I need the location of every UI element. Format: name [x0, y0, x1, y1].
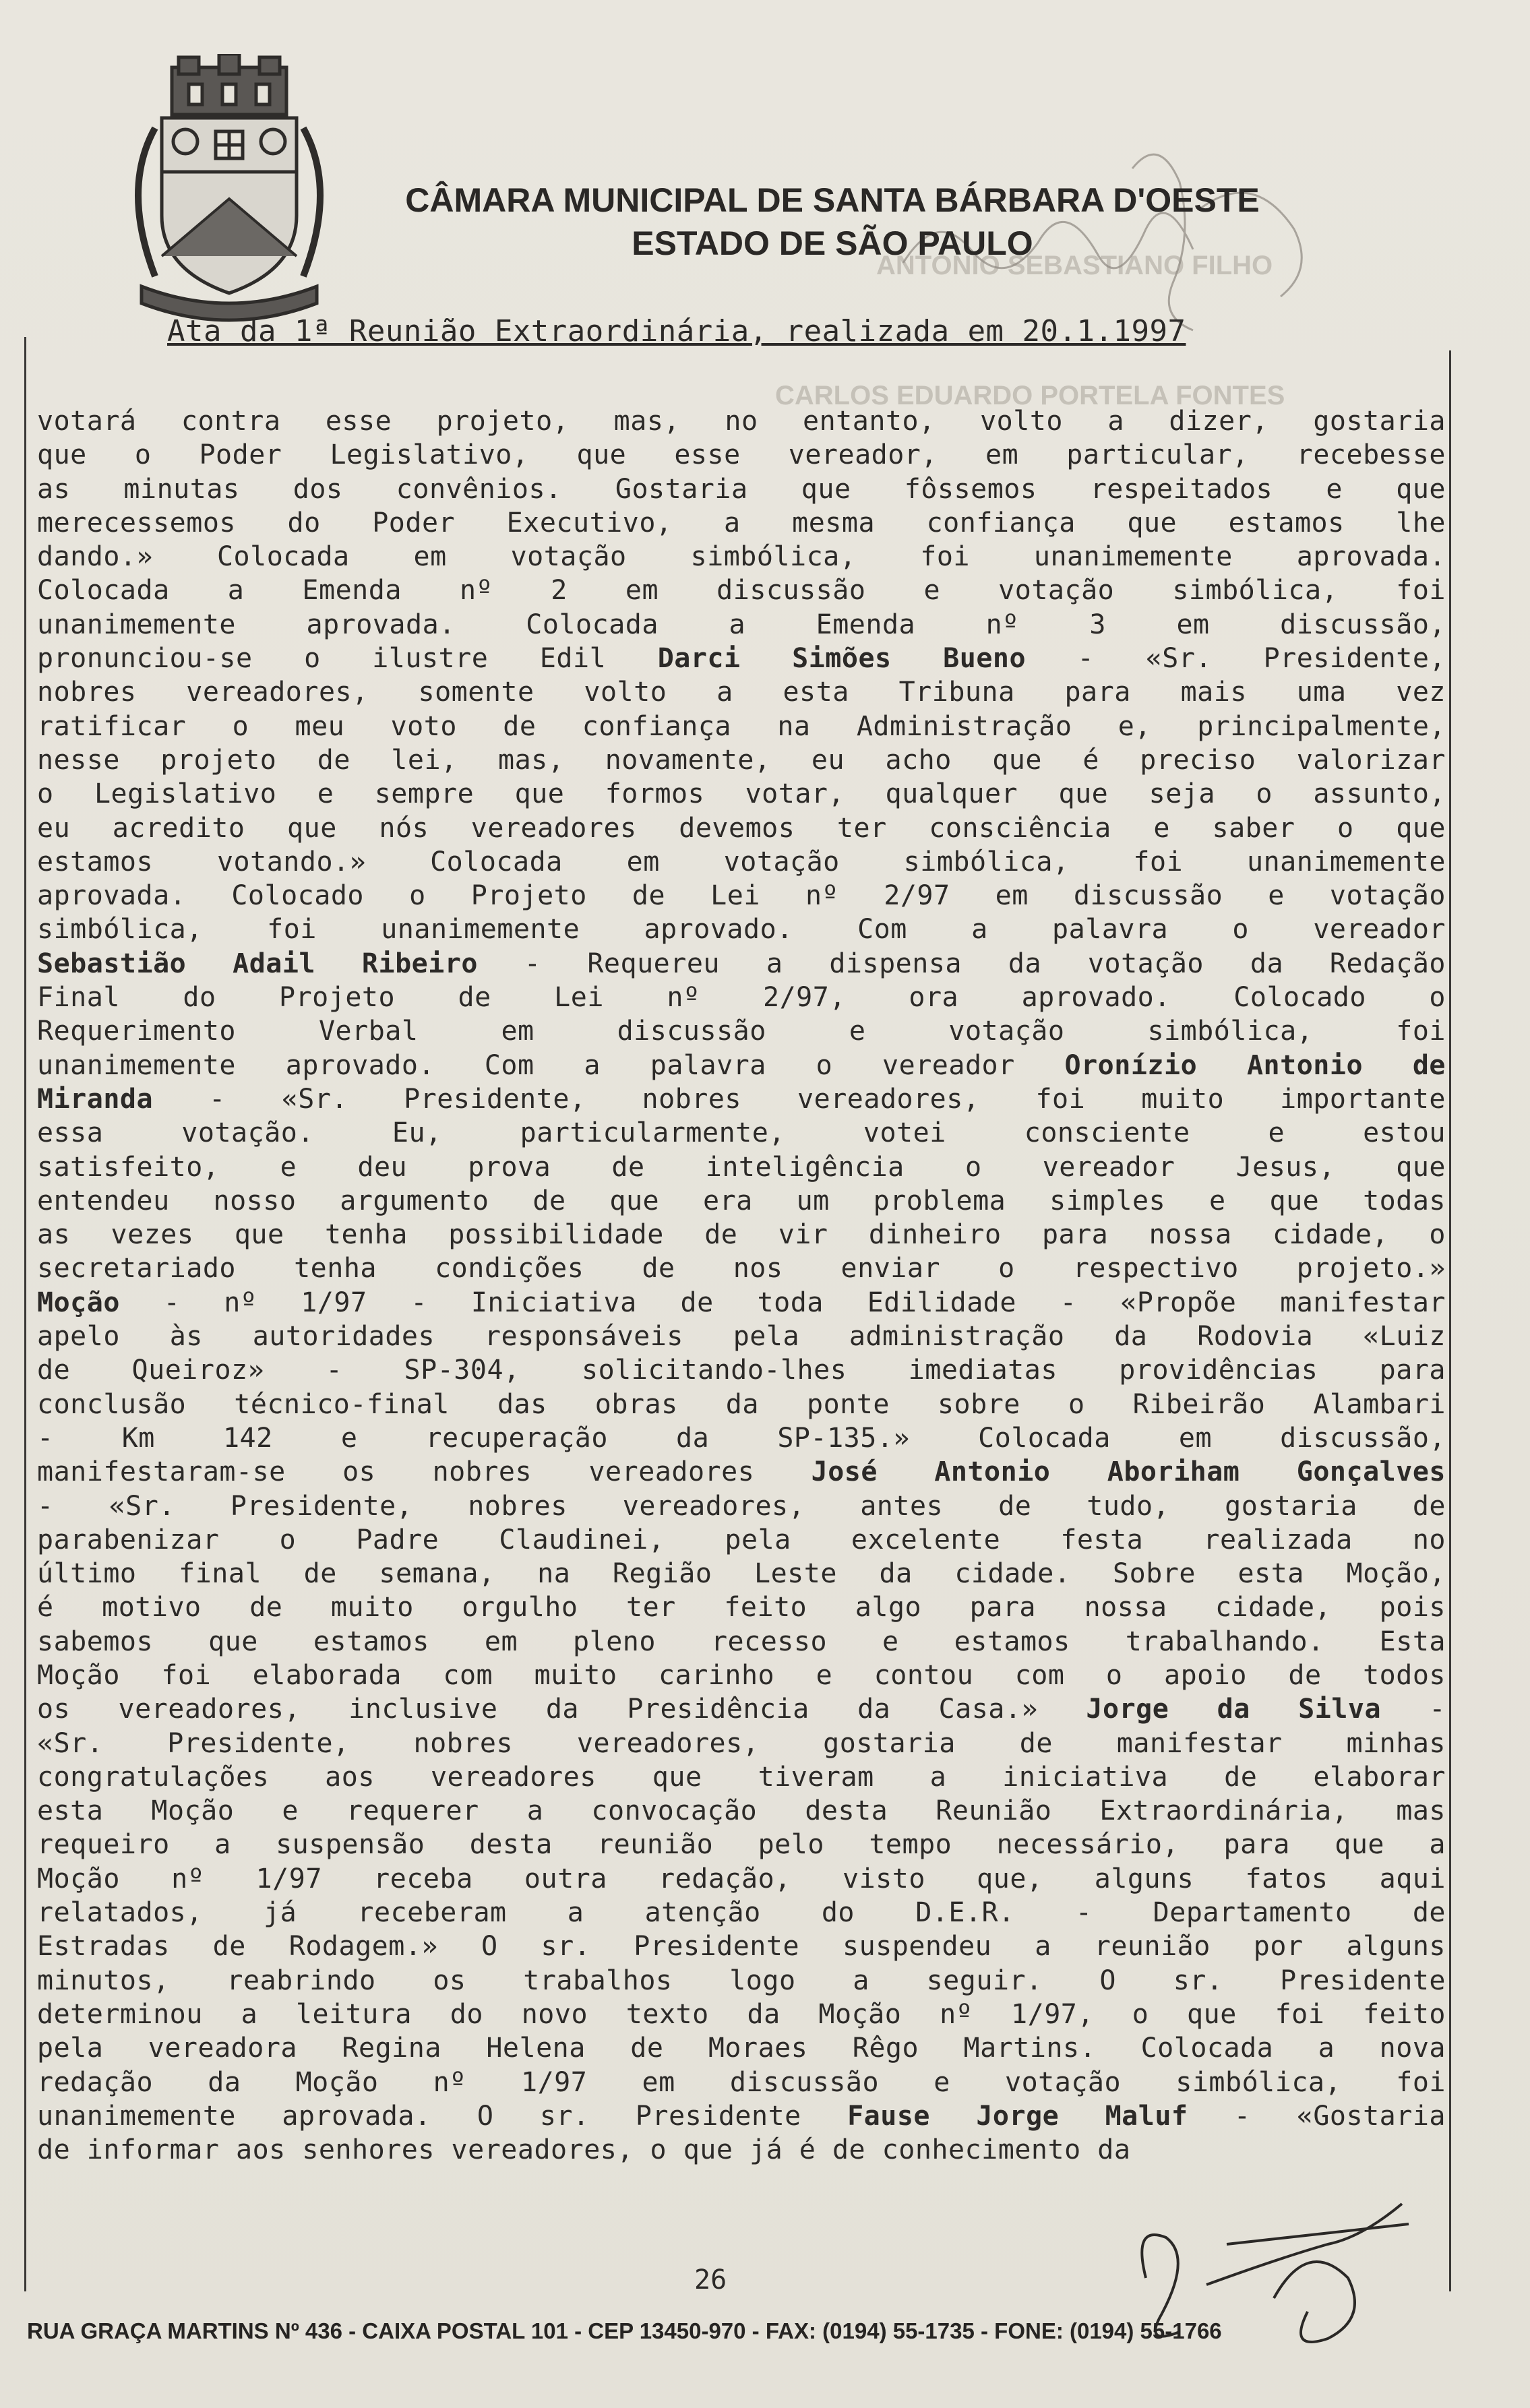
speaker-name: Moção — [37, 1287, 120, 1318]
text-segment: nesse projeto de lei, mas, novamente, eu acho que é preciso valorizar — [37, 744, 1446, 776]
text-line — [37, 404, 1446, 438]
text-segment: manifestaram-se os nobres vereadores — [37, 1456, 812, 1488]
text-segment: unanimemente aprovada. Colocada a Emenda nº 3 em discussão, — [37, 609, 1446, 640]
text-segment: relatados, já receberam a atenção do D.E.R. - Departamento de — [37, 1897, 1446, 1929]
text-line — [37, 1760, 1446, 1794]
state-name: ESTADO DE SÃO PAULO — [632, 224, 1033, 262]
text-line — [37, 2066, 1446, 2099]
text-line — [37, 1455, 1446, 1489]
text-line — [37, 811, 1446, 845]
text-segment: - Requereu a dispensa da votação da Redação — [478, 948, 1446, 979]
watermark-name-1: ANTONIO SEBASTIANO FILHO — [876, 251, 1273, 280]
speaker-name: Miranda — [37, 1083, 154, 1115]
text-segment: «Sr. Presidente, nobres vereadores, gostaria de manifestar minhas — [37, 1727, 1446, 1759]
text-line — [37, 1184, 1446, 1218]
text-line — [37, 1557, 1446, 1591]
text-segment: nobres vereadores, somente volto a esta Tribuna para mais uma vez — [37, 677, 1446, 708]
text-segment: parabenizar o Padre Claudinei, pela excelente festa realizada no — [37, 1524, 1446, 1555]
speaker-name: Darci Simões Bueno — [657, 643, 1027, 675]
text-line — [37, 1320, 1446, 1353]
page-number: 26 — [694, 2264, 727, 2295]
text-segment: minutos, reabrindo os trabalhos logo a seguir. O sr. Presidente — [37, 1965, 1446, 1996]
text-segment: - «Sr. Presidente, — [1026, 643, 1446, 675]
text-segment: que o Poder Legislativo, que esse vereador, em particular, recebesse — [37, 439, 1446, 471]
text-segment: - «Sr. Presidente, nobres vereadores, antes de tudo, gostaria de — [37, 1490, 1446, 1522]
text-segment: sabemos que estamos em pleno recesso e estamos trabalhando. Esta — [37, 1626, 1446, 1657]
right-margin-rule — [1449, 350, 1451, 2291]
text-line — [37, 1523, 1446, 1557]
signature-bottom — [1105, 2184, 1442, 2372]
text-segment: o Legislativo e sempre que formos votar, qualquer que seja o assunto, — [37, 778, 1446, 810]
speaker-name: Oronízio Antonio de — [1064, 1049, 1446, 1081]
text-line — [37, 879, 1446, 913]
footer-address: RUA GRAÇA MARTINS Nº 436 - CAIXA POSTAL 101 - CEP 13450-970 - FAX: (0194) 55-1735 - FONE: (0194) 55-1766 — [27, 2318, 1222, 2343]
text-segment: esta Moção e requerer a convocação desta Reunião Extraordinária, mas — [37, 1795, 1446, 1827]
text-line — [37, 1930, 1446, 1963]
watermark-name-2: CARLOS EDUARDO PORTELA FONTES — [775, 381, 1285, 410]
text-line — [37, 845, 1446, 879]
text-line — [37, 1591, 1446, 1624]
text-line — [37, 1862, 1446, 1896]
text-segment: - Km 142 e recuperação da SP-135.» Colocada em discussão, — [37, 1422, 1446, 1454]
text-line — [37, 1014, 1446, 1048]
text-segment: - — [1381, 1694, 1446, 1725]
text-line — [37, 1964, 1446, 1998]
text-segment: as vezes que tenha possibilidade de vir dinheiro para nossa cidade, o — [37, 1219, 1446, 1251]
text-segment: apelo às autoridades responsáveis pela administração da Rodovia «Luiz — [37, 1321, 1446, 1353]
text-segment: congratulações aos vereadores que tiveram a iniciativa de elaborar — [37, 1761, 1446, 1793]
text-segment: dando.» Colocada em votação simbólica, foi unanimemente aprovada. — [37, 541, 1446, 573]
municipal-coat-of-arms — [115, 54, 344, 323]
text-segment: requeiro a suspensão desta reunião pelo tempo necessário, para que a — [37, 1829, 1446, 1861]
text-segment: merecessemos do Poder Executivo, a mesma confiança que estamos lhe — [37, 507, 1446, 538]
text-line — [37, 1998, 1446, 2031]
minutes-body — [37, 404, 1446, 2167]
text-segment: essa votação. Eu, particularmente, votei consciente e estou — [37, 1117, 1446, 1149]
text-line — [37, 743, 1446, 777]
text-line — [37, 608, 1446, 642]
text-segment: Requerimento Verbal em discussão e votação simbólica, foi — [37, 1016, 1446, 1047]
text-line — [37, 472, 1446, 506]
text-segment: redação da Moção nº 1/97 em discussão e votação simbólica, foi — [37, 2066, 1446, 2098]
text-line — [37, 1692, 1446, 1726]
text-segment: pronunciou-se o ilustre Edil — [37, 643, 658, 675]
text-line — [37, 506, 1446, 540]
text-line — [37, 1218, 1446, 1252]
text-line — [37, 777, 1446, 811]
text-line — [37, 981, 1446, 1014]
text-segment: entendeu nosso argumento de que era um problema simples e que todas — [37, 1185, 1446, 1216]
text-segment: estamos votando.» Colocada em votação simbólica, foi unanimemente — [37, 846, 1446, 877]
institution-name: CÂMARA MUNICIPAL DE SANTA BÁRBARA D'OESTE — [405, 181, 1260, 219]
minutes-title: Ata da 1ª Reunião Extraordinária, realizada em 20.1.1997 — [167, 314, 1186, 348]
text-segment: - «Sr. Presidente, nobres vereadores, foi muito importante — [153, 1083, 1446, 1115]
text-line — [37, 1421, 1446, 1455]
text-line — [37, 438, 1446, 472]
text-segment: é motivo de muito orgulho ter feito algo para nossa cidade, pois — [37, 1592, 1446, 1624]
text-segment: de Queiroz» - SP-304, solicitando-lhes imediatas providências para — [37, 1355, 1446, 1386]
text-segment: secretariado tenha condições de nos enviar o respectivo projeto.» — [37, 1253, 1446, 1285]
speaker-name: Sebastião Adail Ribeiro — [37, 948, 478, 979]
text-segment: - «Gostaria — [1188, 2100, 1446, 2132]
speaker-name: José Antonio Aboriham Gonçalves — [811, 1456, 1446, 1488]
text-segment: determinou a leitura do novo texto da Moção nº 1/97, o que foi feito — [37, 1998, 1446, 2030]
text-segment: conclusão técnico-final das obras da ponte sobre o Ribeirão Alambari — [37, 1388, 1446, 1420]
text-segment: unanimemente aprovada. O sr. Presidente — [37, 2100, 848, 2132]
text-line — [37, 1794, 1446, 1828]
text-line — [37, 675, 1446, 709]
text-line — [37, 1625, 1446, 1659]
text-line — [37, 1489, 1446, 1523]
text-line — [37, 1896, 1446, 1930]
text-segment: votará contra esse projeto, mas, no entanto, volto a dizer, gostaria — [37, 406, 1446, 437]
text-segment: satisfeito, e deu prova de inteligência o vereador Jesus, que — [37, 1151, 1446, 1183]
text-segment: ratificar o meu voto de confiança na Administração e, principalmente, — [37, 710, 1446, 742]
text-line — [37, 710, 1446, 743]
text-line — [37, 2031, 1446, 2065]
text-line — [37, 1659, 1446, 1692]
text-line — [37, 1388, 1446, 1421]
text-line — [37, 1082, 1446, 1116]
text-line — [37, 1116, 1446, 1150]
text-line — [37, 1286, 1446, 1320]
text-line — [37, 2099, 1446, 2133]
text-segment: aprovada. Colocado o Projeto de Lei nº 2/97 em discussão e votação — [37, 880, 1446, 912]
text-line — [37, 1252, 1446, 1285]
text-segment: eu acredito que nós vereadores devemos ter consciência e saber o que — [37, 812, 1446, 844]
text-line — [37, 2133, 1446, 2167]
text-line — [37, 913, 1446, 946]
text-line — [37, 1150, 1446, 1184]
text-segment: Colocada a Emenda nº 2 em discussão e votação simbólica, foi — [37, 575, 1446, 607]
text-segment: simbólica, foi unanimemente aprovado. Com a palavra o vereador — [37, 914, 1446, 946]
text-segment: pela vereadora Regina Helena de Moraes Rêgo Martins. Colocada a nova — [37, 2033, 1446, 2064]
text-segment: Moção foi elaborada com muito carinho e contou com o apoio de todos — [37, 1659, 1446, 1691]
text-segment: Moção nº 1/97 receba outra redação, visto que, alguns fatos aqui — [37, 1863, 1446, 1894]
speaker-name: Jorge da Silva — [1086, 1694, 1382, 1725]
text-line — [37, 1049, 1446, 1082]
text-line — [37, 642, 1446, 675]
text-segment: Estradas de Rodagem.» O sr. Presidente suspendeu a reunião por alguns — [37, 1931, 1446, 1963]
text-segment: os vereadores, inclusive da Presidência da Casa.» — [37, 1694, 1087, 1725]
text-line — [37, 540, 1446, 574]
text-line — [37, 1727, 1446, 1760]
left-margin-rule — [24, 337, 26, 2291]
text-segment: Final do Projeto de Lei nº 2/97, ora aprovado. Colocado o — [37, 982, 1446, 1014]
text-segment: - nº 1/97 - Iniciativa de toda Edilidade - «Propõe manifestar — [119, 1287, 1446, 1318]
letterhead — [377, 179, 1287, 265]
text-segment: unanimemente aprovado. Com a palavra o vereador — [37, 1049, 1065, 1081]
text-line — [37, 574, 1446, 607]
text-segment: de informar aos senhores vereadores, o que já é de conhecimento da — [37, 2134, 1131, 2166]
text-line — [37, 947, 1446, 981]
text-line — [37, 1353, 1446, 1387]
speaker-name: Fause Jorge Maluf — [847, 2100, 1188, 2132]
text-segment: as minutas dos convênios. Gostaria que fôssemos respeitados e que — [37, 473, 1446, 505]
text-segment: último final de semana, na Região Leste da cidade. Sobre esta Moção, — [37, 1558, 1446, 1590]
text-line — [37, 1828, 1446, 1861]
